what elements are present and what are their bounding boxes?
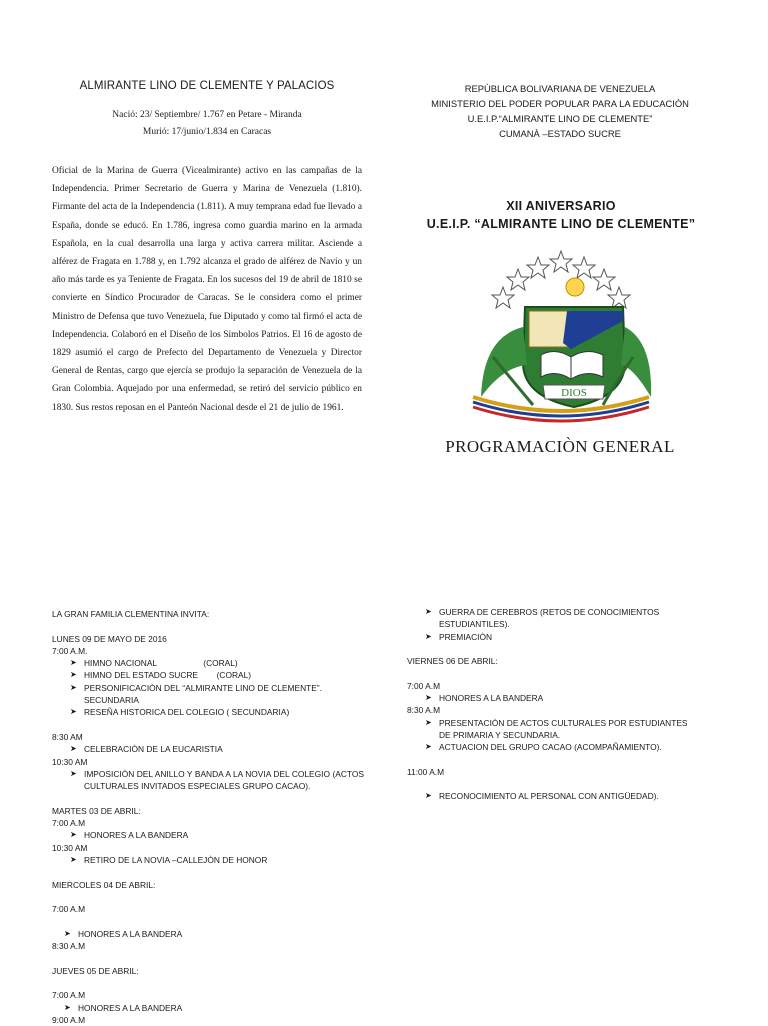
arrow-bullet-icon: ➤ bbox=[64, 1002, 71, 1012]
arrow-bullet-icon: ➤ bbox=[70, 744, 77, 754]
time-label: 9:00 A.M bbox=[52, 1014, 86, 1025]
list-item: ➤ RETIRO DE LA NOVIA –CALLEJÒN DE HONOR bbox=[70, 854, 268, 865]
star-icon bbox=[593, 269, 615, 290]
day-date: JUEVES 05 DE ABRIL: bbox=[52, 965, 139, 976]
list-item: ➤ HONORES A LA BANDERA bbox=[64, 928, 183, 939]
institution-line-2: MINISTERIO DEL PODER POPULAR PARA LA EDUCACIÒN bbox=[431, 98, 689, 109]
arrow-bullet-icon: ➤ bbox=[70, 707, 77, 717]
bio-born: Nació: 23/ Septiembre/ 1.767 en Petare - Miranda bbox=[112, 110, 302, 120]
time-label: 8:30 A.M bbox=[52, 941, 86, 952]
bio-died: Murió: 17/junio/1.834 en Caracas bbox=[142, 127, 272, 137]
arrow-bullet-icon: ➤ bbox=[70, 670, 77, 680]
list-item: ➤ HIMNO NACIONAL (CORAL) bbox=[70, 658, 238, 669]
time-label: 11:00 A.M bbox=[407, 766, 445, 777]
list-item: ➤ IMPOSICIÒN DEL ANILLO Y BANDA A LA NOVIA DEL COLEGIO (ACTOS CULTURALES INVITADOS ESPECIALES GRUPO CACAO). bbox=[70, 768, 364, 792]
arrow-bullet-icon: ➤ bbox=[70, 682, 77, 692]
institution-line-4: CUMANÀ –ESTADO SUCRE bbox=[499, 128, 621, 139]
time-label: 8:30 A.M bbox=[407, 705, 441, 716]
time-label: 7:00 A.M bbox=[407, 680, 441, 691]
list-item: ➤ CELEBRACIÒN DE LA EUCARISTIA bbox=[70, 744, 223, 755]
arrow-bullet-icon: ➤ bbox=[425, 693, 432, 703]
invite-heading: LA GRAN FAMILIA CLEMENTINA INVITA: bbox=[52, 609, 210, 619]
arrow-bullet-icon: ➤ bbox=[70, 768, 77, 778]
program-left bbox=[52, 608, 364, 1026]
anniversary-line-2: U.E.I.P. “ALMIRANTE LINO DE CLEMENTE” bbox=[426, 217, 696, 231]
institution-line-3: U.E.I.P.“ALMIRANTE LINO DE CLEMENTE” bbox=[467, 113, 653, 124]
list-item: ➤ HONORES A LA BANDERA bbox=[425, 693, 544, 704]
arrow-bullet-icon: ➤ bbox=[70, 854, 77, 864]
arrow-bullet-icon: ➤ bbox=[425, 607, 432, 616]
arrow-bullet-icon: ➤ bbox=[70, 830, 77, 840]
time-label: 7:00 A.M bbox=[52, 904, 86, 915]
day-date: MARTES 03 DE ABRIL: bbox=[52, 805, 141, 816]
list-item: ➤ PRESENTACIÒN DE ACTOS CULTURALES POR ESTUDIANTES DE PRIMARIA Y SECUNDARIA. bbox=[425, 717, 688, 740]
star-icon bbox=[507, 269, 529, 290]
time-label: 10:30 AM bbox=[52, 756, 88, 767]
program-title: PROGRAMACIÒN GENERAL bbox=[445, 437, 675, 456]
day-date: VIERNES 06 DE ABRIL: bbox=[407, 656, 498, 667]
school-coat-of-arms-icon bbox=[463, 247, 659, 425]
bio-title: ALMIRANTE LINO DE CLEMENTE Y PALACIOS bbox=[79, 80, 335, 92]
list-item: ➤ HONORES A LA BANDERA bbox=[70, 830, 189, 841]
arrow-bullet-icon: ➤ bbox=[70, 658, 77, 668]
day-date: LUNES 09 DE MAYO DE 2016 bbox=[52, 633, 167, 644]
arrow-bullet-icon: ➤ bbox=[425, 791, 432, 801]
list-item: ➤ PREMIACIÒN bbox=[425, 631, 493, 642]
star-icon bbox=[573, 257, 595, 278]
list-item: ➤ RECONOCIMIENTO AL PERSONAL CON ANTIGÜEDAD). bbox=[425, 791, 659, 802]
time-label: 7:00 A.M bbox=[52, 990, 86, 1001]
time-label: 7:00 A.M. bbox=[52, 645, 88, 656]
bio-body: Oficial de la Marina de Guerra (Vicealmirante) activo en las campañas de la Independencia. Primer Secretario de Guerra y Marina de Venezuela (1.810). Firmante del acta de la Independencia (1.811). A muy temprana edad fue llevado a España, donde se educó. En 1.786, ingresa como guardia marino en la armada Española, en la cual desarrolla una larga y activa carrera militar. Asciende a alférez de Fragata en 1.788 y, en 1.792 alcanza el grado de alférez de Navío y un año más tarde es ya Teniente de Fragata. En los sucesos del 19 de abril de 1810 se convierte en Síndico Procurador de Caracas. Se le considera como el primer Ministro de Defensa que tuvo Venezuela, fue Diputado y como tal firmó el acta de Independencia. Colaboró en el Diseño de los Símbolos Patrios. El 16 de agosto de 1829 asumió el cargo de Prefecto del Departamento de Venezuela y Director General de Rentas, cargo que ejercía se produjo la separación de Venezuela de la Gran Colombia. Aquejado por una enfermedad, se retiró del servicio público en 1830. Sus restos reposan en el Panteón Nacional desde el 21 de julio de 1961. bbox=[52, 166, 362, 413]
star-icon bbox=[527, 257, 549, 278]
program-right bbox=[407, 606, 707, 803]
list-item: ➤ PERSONIFICACIÒN DEL “ALMIRANTE LINO DE CLEMENTE”. SECUNDARIA bbox=[70, 682, 322, 706]
institution-line-1: REPÙBLICA BOLIVARIANA DE VENEZUELA bbox=[464, 83, 656, 94]
time-label: 7:00 A.M bbox=[52, 818, 86, 829]
arrow-bullet-icon: ➤ bbox=[64, 928, 71, 938]
arrow-bullet-icon: ➤ bbox=[425, 631, 432, 641]
star-icon bbox=[550, 251, 572, 272]
emblem-band-text: DIOS bbox=[561, 387, 587, 399]
time-label: 10:30 AM bbox=[52, 842, 88, 853]
anniversary-line-1: XII ANIVERSARIO bbox=[506, 199, 616, 213]
list-item: ➤ HIMNO DEL ESTADO SUCRE (CORAL) bbox=[70, 670, 252, 681]
arrow-bullet-icon: ➤ bbox=[425, 742, 432, 752]
list-item: ➤ RESEÑA HISTORICA DEL COLEGIO ( SECUNDARIA) bbox=[70, 707, 290, 718]
list-item: ➤ HONORES A LA BANDERA bbox=[64, 1002, 183, 1013]
list-item: ➤ GUERRA DE CEREBROS (RETOS DE CONOCIMIENTOS ESTUDIANTILES). bbox=[425, 607, 660, 630]
list-item: ➤ ACTUACION DEL GRUPO CACAO (ACOMPAÑAMIENTO). bbox=[425, 742, 662, 753]
day-date: MIERCOLES 04 DE ABRIL: bbox=[52, 879, 156, 890]
time-label: 8:30 AM bbox=[52, 731, 83, 742]
arrow-bullet-icon: ➤ bbox=[425, 717, 432, 727]
